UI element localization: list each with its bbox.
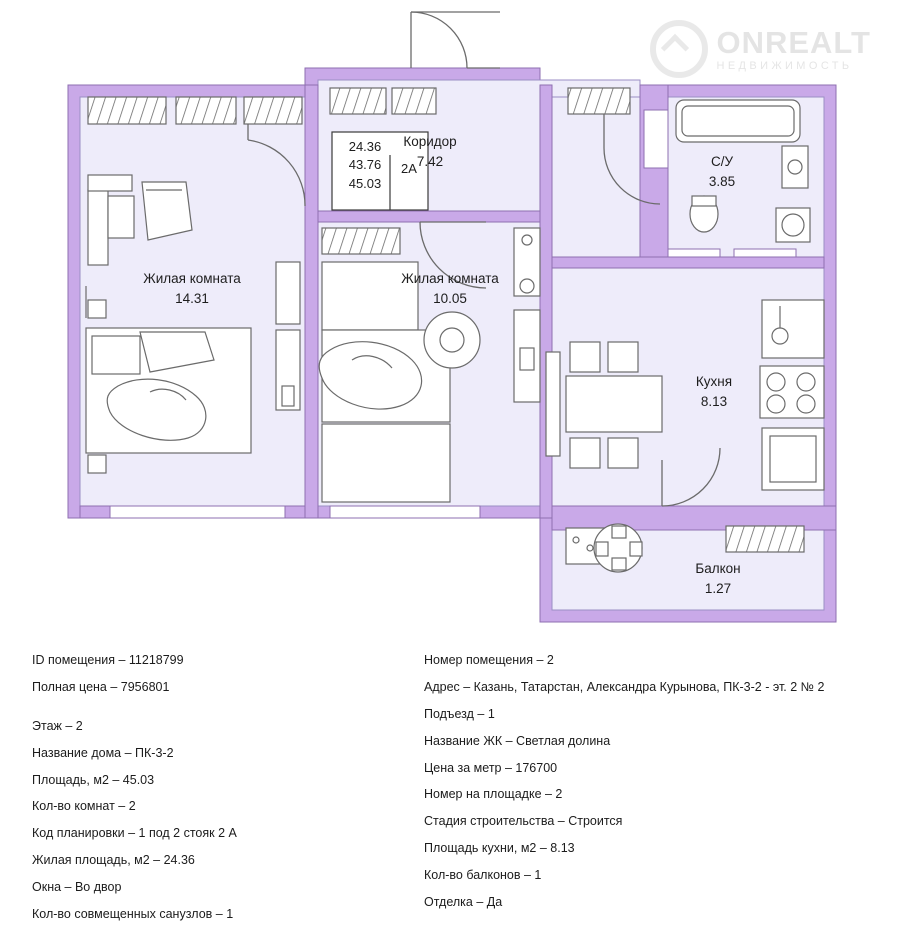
room-area-living-1: 14.31 [175,290,209,306]
detail-building-name: Название дома – ПК-3-2 [32,745,174,760]
room-name-kitchen: Кухня [695,374,733,389]
detail-layout-code: Код планировки – 1 под 2 стояк 2 А [32,826,237,841]
detail-floor: Этаж – 2 [32,718,83,733]
detail-address: Адрес – Казань, Татарстан, Александра Курынова, ПК-3-2 - эт. 2 № 2 [424,679,825,694]
room-name-living-1: Жилая комната [143,271,241,286]
stamp-code: 2А [401,161,417,176]
detail-number-on-floor: Номер на площадке – 2 [424,787,563,802]
detail-price-per-meter: Цена за метр – 176700 [424,760,558,775]
stamp-areas [336,138,394,193]
room-area-bathroom: 3.85 [708,173,736,189]
watermark-main: ONREALT [716,24,871,60]
room-area-living-2: 10.05 [433,290,467,306]
listing-details [0,640,899,921]
detail-complex-name: Название ЖК – Светлая долина [424,733,611,748]
details-column-left [32,652,412,933]
detail-rooms-count: Кол-во комнат – 2 [32,799,136,814]
watermark-sub: НЕДВИЖИМОСТЬ [716,59,853,72]
room-label-corridor [403,132,456,171]
details-column-right [424,652,874,921]
room-name-corridor: Коридор [403,134,457,149]
stamp-line-3: 45.03 [348,175,382,191]
detail-living-area: Жилая площадь, м2 – 24.36 [32,853,195,868]
room-label-living-2 [401,269,499,308]
detail-id: ID помещения – 11218799 [32,653,184,667]
stamp-line-2: 43.76 [348,157,382,173]
room-name-bathroom: С/У [710,154,734,169]
detail-construction-stage: Стадия строительства – Строится [424,814,623,829]
detail-combined-bathrooms: Кол-во совмещенных санузлов – 1 [32,906,234,921]
detail-unit-number: Номер помещения – 2 [424,653,554,667]
detail-kitchen-area: Площадь кухни, м2 – 8.13 [424,841,575,856]
room-label-kitchen [696,372,732,411]
detail-finishing: Отделка – Да [424,894,503,909]
detail-balconies-count: Кол-во балконов – 1 [424,868,542,882]
room-label-bathroom [709,152,735,191]
room-label-living-1 [143,269,241,308]
stamp-line-1: 24.36 [348,139,382,154]
detail-full-price: Полная цена – 7956801 [32,679,170,694]
detail-windows: Окна – Во двор [32,880,122,894]
room-area-corridor: 7.42 [416,153,444,169]
room-name-balcony: Балкон [695,561,741,576]
room-area-kitchen: 8.13 [700,393,728,409]
detail-entrance: Подъезд – 1 [424,706,495,721]
room-name-living-2: Жилая комната [401,271,499,286]
room-label-balcony [695,559,740,598]
room-area-balcony: 1.27 [704,580,732,596]
detail-area: Площадь, м2 – 45.03 [32,772,155,787]
